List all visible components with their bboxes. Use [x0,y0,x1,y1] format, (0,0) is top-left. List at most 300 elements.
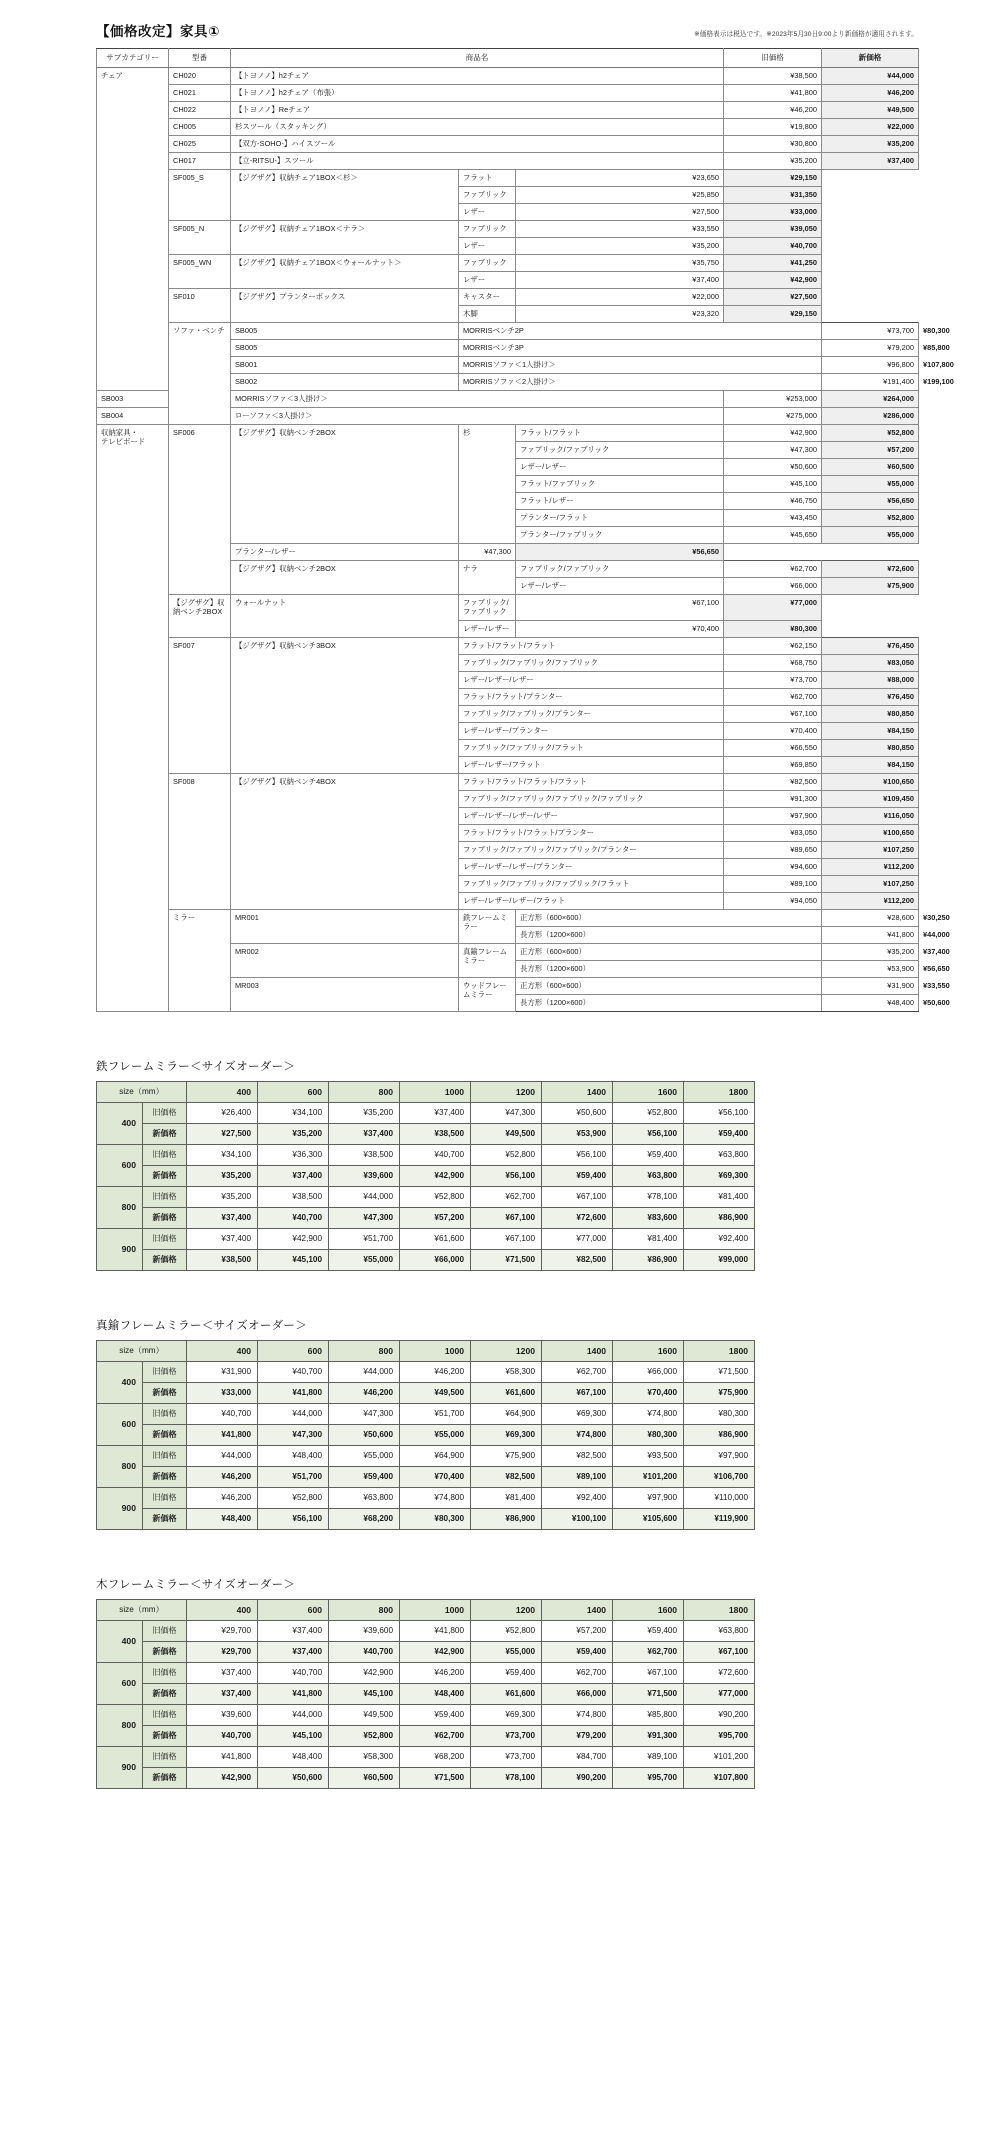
cell-variant: ファブリック/ファブリック/ファブリック/ファブリック [459,790,724,807]
cell-old-price: ¥56,100 [684,1102,755,1123]
cell-subcategory: ミラー [169,909,231,1011]
table-row [97,289,919,306]
cell-new-price: ¥83,050 [822,654,919,671]
cell-new-price: ¥57,200 [822,442,919,459]
new-price-label: 新価格 [143,1683,187,1704]
size-order-table [96,1599,755,1789]
cell-old-price: ¥67,100 [724,705,822,722]
page-title: 【価格改定】家具① [96,24,220,39]
size-table-row-old [97,1186,755,1207]
cell-new-price: ¥112,200 [822,892,919,909]
cell-old-price: ¥35,750 [516,255,724,272]
size-table-row-old [97,1487,755,1508]
size-column-header: 600 [258,1599,329,1620]
old-price-label: 旧価格 [143,1704,187,1725]
cell-new-price: ¥82,500 [471,1466,542,1487]
cell-new-price: ¥56,100 [471,1165,542,1186]
cell-model-number: SB005 [231,323,459,340]
cell-old-price: ¥94,050 [724,892,822,909]
cell-old-price: ¥83,050 [724,824,822,841]
cell-old-price: ¥41,800 [724,85,822,102]
cell-new-price: ¥47,300 [329,1207,400,1228]
cell-old-price: ¥26,400 [187,1102,258,1123]
col-header-subcategory: サブカテゴリー [97,49,169,68]
cell-model-number: SF008 [169,773,231,909]
cell-new-price: ¥84,150 [822,722,919,739]
cell-old-price: ¥89,650 [724,841,822,858]
cell-new-price: ¥95,700 [613,1767,684,1788]
cell-new-price: ¥119,900 [684,1508,755,1529]
cell-old-price: ¥31,900 [822,977,919,994]
new-price-label: 新価格 [143,1207,187,1228]
cell-new-price: ¥86,900 [684,1207,755,1228]
cell-old-price: ¥39,600 [187,1704,258,1725]
cell-old-price: ¥47,300 [459,544,516,561]
cell-old-price: ¥97,900 [724,807,822,824]
cell-new-price: ¥48,400 [400,1683,471,1704]
cell-variant: フラット/フラット/フラット [459,637,724,654]
cell-old-price: ¥78,100 [613,1186,684,1207]
table-row: ミラー MR001 鉄フレームミラー 正方形（600×600） ¥28,600 ¥30,250 [97,909,919,926]
cell-subcategory: ソファ・ベンチ [169,323,231,425]
table-row: MR003 ウッドフレームミラー 正方形（600×600） ¥31,900 ¥33,550 [97,977,919,994]
cell-model-number: SB005 [231,340,459,357]
cell-old-price: ¥85,800 [613,1704,684,1725]
size-row-label: 900 [97,1746,143,1788]
old-price-label: 旧価格 [143,1620,187,1641]
cell-new-price: ¥37,400 [329,1123,400,1144]
size-row-label: 800 [97,1445,143,1487]
size-column-header: 1400 [542,1340,613,1361]
cell-new-price: ¥80,850 [822,739,919,756]
cell-variant: 正方形（600×600） [516,977,822,994]
cell-variant: 長方形（1200×600） [516,960,822,977]
cell-product-name: 【ジグザグ】収納ベンチ2BOX [231,425,459,544]
cell-variant: 正方形（600×600） [516,943,822,960]
cell-old-price: ¥110,000 [684,1487,755,1508]
cell-model-number: SF010 [169,289,231,323]
cell-old-price: ¥23,320 [516,306,724,323]
new-price-label: 新価格 [143,1767,187,1788]
new-price-label: 新価格 [143,1466,187,1487]
cell-variant: プランター/フラット [516,510,724,527]
cell-old-price: ¥93,500 [613,1445,684,1466]
cell-new-price: ¥38,500 [400,1123,471,1144]
new-price-label: 新価格 [143,1508,187,1529]
cell-new-price: ¥56,100 [613,1123,684,1144]
cell-product-name: 【双方-SOHO-】ハイスツール [231,136,724,153]
size-table-row-new [97,1123,755,1144]
cell-old-price: ¥42,900 [329,1662,400,1683]
cell-material: 杉 [459,425,516,544]
cell-old-price: ¥30,800 [724,136,822,153]
table-row [97,425,919,442]
table-row [97,85,919,102]
cell-old-price: ¥91,300 [724,790,822,807]
table-row: ソファ・ベンチ SB005 MORRISベンチ2P ¥73,700 ¥80,300 [97,323,919,340]
cell-new-price: ¥41,800 [258,1683,329,1704]
size-column-header: 800 [329,1599,400,1620]
size-column-header: 1800 [684,1340,755,1361]
size-column-header: 400 [187,1081,258,1102]
table-row [97,255,919,272]
new-price-label: 新価格 [143,1641,187,1662]
cell-new-price: ¥52,800 [329,1725,400,1746]
new-price-label: 新価格 [143,1123,187,1144]
cell-old-price: ¥31,900 [187,1361,258,1382]
cell-new-price: ¥59,400 [684,1123,755,1144]
cell-new-price: ¥286,000 [822,408,919,425]
cell-new-price: ¥91,300 [613,1725,684,1746]
cell-product-name: MORRISベンチ2P [459,323,822,340]
size-row-label: 600 [97,1662,143,1704]
cell-old-price: ¥66,000 [613,1361,684,1382]
cell-old-price: ¥37,400 [258,1620,329,1641]
cell-old-price: ¥62,700 [724,688,822,705]
cell-old-price: ¥19,800 [724,119,822,136]
size-table-row-old [97,1102,755,1123]
cell-product-name: MORRISソファ＜2人掛け＞ [459,374,822,391]
cell-new-price: ¥66,000 [400,1249,471,1270]
cell-variant: レザー [459,272,516,289]
cell-old-price: ¥44,000 [329,1186,400,1207]
cell-model-number: MR002 [231,943,459,977]
size-column-header: 1600 [613,1081,684,1102]
size-order-table [96,1081,755,1271]
size-column-header: 1600 [613,1340,684,1361]
cell-new-price: ¥55,000 [822,476,919,493]
cell-old-price: ¥58,300 [471,1361,542,1382]
size-row-label: 400 [97,1620,143,1662]
cell-old-price: ¥84,700 [542,1746,613,1767]
col-header-product-name: 商品名 [231,49,724,68]
size-table-row-new [97,1725,755,1746]
cell-new-price: ¥37,400 [822,153,919,170]
cell-new-price: ¥116,050 [822,807,919,824]
cell-new-price: ¥67,100 [684,1641,755,1662]
cell-new-price: ¥72,600 [822,561,919,578]
cell-variant: ファブリック [459,255,516,272]
cell-model-number: SB003 [97,391,169,408]
size-row-label: 400 [97,1361,143,1403]
cell-old-price: ¥81,400 [613,1228,684,1249]
cell-old-price: ¥73,700 [471,1746,542,1767]
size-row-label: 900 [97,1228,143,1270]
table-row: SB005 MORRISベンチ3P ¥79,200 ¥85,800 [97,340,919,357]
cell-product-name: 【ジグザグ】プランターボックス [231,289,459,323]
cell-variant: レザー/レザー [516,459,724,476]
cell-new-price: ¥66,000 [542,1683,613,1704]
cell-new-price: ¥100,650 [822,773,919,790]
cell-old-price: ¥67,100 [516,595,724,621]
cell-old-price: ¥44,000 [258,1704,329,1725]
cell-new-price: ¥49,500 [471,1123,542,1144]
cell-new-price: ¥39,050 [724,221,822,238]
cell-new-price: ¥31,350 [724,187,822,204]
cell-new-price: ¥61,600 [471,1683,542,1704]
tax-and-effective-date-note: ※価格表示は税込です。※2023年5月30日9:00より新価格が適用されます。 [694,31,918,38]
cell-old-price: ¥75,900 [471,1445,542,1466]
table-row [97,102,919,119]
cell-old-price: ¥62,700 [724,561,822,578]
cell-new-price: ¥71,500 [613,1683,684,1704]
cell-new-price: ¥71,500 [471,1249,542,1270]
cell-old-price: ¥48,400 [258,1445,329,1466]
cell-old-price: ¥40,700 [400,1144,471,1165]
cell-new-price: ¥47,300 [258,1424,329,1445]
table-row [97,153,919,170]
cell-product-name: 【ジグザグ】収納ベンチ2BOX [169,595,231,638]
cell-old-price: ¥47,300 [329,1403,400,1424]
cell-old-price: ¥23,650 [516,170,724,187]
cell-model-number: CH022 [169,102,231,119]
cell-old-price: ¥51,700 [400,1403,471,1424]
cell-product-name: 【ジグザグ】収納チェア1BOX＜ナラ＞ [231,221,459,255]
size-row-label: 800 [97,1186,143,1228]
cell-model-number: CH020 [169,68,231,85]
cell-new-price: ¥46,200 [822,85,919,102]
size-column-header: 1000 [400,1340,471,1361]
cell-old-price: ¥55,000 [329,1445,400,1466]
size-order-sections [0,1058,1000,1789]
size-unit-header: size（mm） [97,1081,187,1102]
cell-product-name: 【立-RITSU-】スツール [231,153,724,170]
cell-old-price: ¥81,400 [684,1186,755,1207]
new-price-label: 新価格 [143,1382,187,1403]
cell-old-price: ¥49,500 [329,1704,400,1725]
size-table-row-new [97,1207,755,1228]
cell-new-price: ¥86,900 [613,1249,684,1270]
cell-old-price: ¥96,800 [822,357,919,374]
table-row: SB002 MORRISソファ＜2人掛け＞ ¥191,400 ¥199,100 [97,374,919,391]
cell-old-price: ¥51,700 [329,1228,400,1249]
cell-old-price: ¥44,000 [187,1445,258,1466]
cell-old-price: ¥63,800 [684,1144,755,1165]
cell-new-price: ¥45,100 [329,1683,400,1704]
cell-variant: フラット/ファブリック [516,476,724,493]
cell-new-price: ¥42,900 [400,1165,471,1186]
cell-new-price: ¥56,100 [258,1508,329,1529]
cell-variant: ファブリック [459,187,516,204]
cell-old-price: ¥67,100 [613,1662,684,1683]
size-table-row-old [97,1144,755,1165]
cell-old-price: ¥191,400 [822,374,919,391]
cell-old-price: ¥70,400 [724,722,822,739]
cell-product-name: 【ジグザグ】収納チェア1BOX＜ウォールナット＞ [231,255,459,289]
table-row [97,637,919,654]
cell-variant: レザー/レザー [459,620,516,637]
cell-old-price: ¥68,200 [400,1746,471,1767]
old-price-label: 旧価格 [143,1186,187,1207]
size-table-row-new [97,1165,755,1186]
cell-model-number: SF007 [169,637,231,773]
cell-variant: レザー/レザー/プランター [459,722,724,739]
cell-old-price: ¥94,600 [724,858,822,875]
size-order-section [0,1576,1000,1789]
new-price-label: 新価格 [143,1725,187,1746]
cell-old-price: ¥35,200 [724,153,822,170]
cell-new-price: ¥41,250 [724,255,822,272]
size-table-row-old [97,1445,755,1466]
cell-old-price: ¥71,500 [684,1361,755,1382]
cell-new-price: ¥29,150 [724,306,822,323]
cell-subcategory: チェア [97,68,169,391]
size-column-header: 1400 [542,1599,613,1620]
cell-new-price: ¥55,000 [471,1641,542,1662]
old-price-label: 旧価格 [143,1746,187,1767]
cell-model-number: SF005_WN [169,255,231,289]
cell-old-price: ¥46,200 [400,1361,471,1382]
cell-old-price: ¥44,000 [329,1361,400,1382]
cell-old-price: ¥101,200 [684,1746,755,1767]
cell-old-price: ¥35,200 [822,943,919,960]
size-order-section [0,1058,1000,1271]
cell-model-number: CH021 [169,85,231,102]
cell-old-price: ¥50,600 [724,459,822,476]
cell-new-price: ¥77,000 [724,595,822,621]
size-table-row-old [97,1403,755,1424]
cell-new-price: ¥40,700 [258,1207,329,1228]
cell-new-price: ¥62,700 [400,1725,471,1746]
cell-old-price: ¥92,400 [542,1487,613,1508]
cell-old-price: ¥97,900 [684,1445,755,1466]
cell-new-price: ¥79,200 [542,1725,613,1746]
cell-old-price: ¥48,400 [258,1746,329,1767]
cell-new-price: ¥67,100 [542,1382,613,1403]
cell-model-number: CH025 [169,136,231,153]
cell-new-price: ¥107,250 [822,841,919,858]
cell-new-price: ¥50,600 [329,1424,400,1445]
old-price-label: 旧価格 [143,1228,187,1249]
cell-new-price: ¥27,500 [724,289,822,306]
new-price-label: 新価格 [143,1424,187,1445]
table-row: MR002 真鍮フレームミラー 正方形（600×600） ¥35,200 ¥37,400 [97,943,919,960]
cell-old-price: ¥253,000 [724,391,822,408]
cell-old-price: ¥35,200 [516,238,724,255]
cell-product-name: ローソファ＜3人掛け＞ [231,408,724,425]
cell-variant: ファブリック/ファブリック/ファブリック [459,654,724,671]
cell-old-price: ¥45,100 [724,476,822,493]
cell-old-price: ¥74,800 [613,1403,684,1424]
cell-new-price: ¥41,800 [187,1424,258,1445]
cell-old-price: ¥52,800 [471,1620,542,1641]
cell-variant: レザー/レザー/レザー/フラット [459,892,724,909]
cell-new-price: ¥86,900 [684,1424,755,1445]
cell-new-price: ¥37,400 [258,1641,329,1662]
cell-old-price: ¥37,400 [187,1228,258,1249]
cell-new-price: ¥29,700 [187,1641,258,1662]
cell-variant: レザー [459,204,516,221]
cell-old-price: ¥74,800 [400,1487,471,1508]
size-order-title: 真鍮フレームミラー＜サイズオーダー＞ [96,1319,308,1332]
cell-new-price: ¥56,650 [822,493,919,510]
cell-old-price: ¥38,500 [329,1144,400,1165]
cell-product-name: 杉スツール（スタッキング） [231,119,724,136]
cell-variant: レザー/レザー/フラット [459,756,724,773]
size-row-label: 600 [97,1144,143,1186]
cell-old-price: ¥38,500 [258,1186,329,1207]
cell-variant: キャスター [459,289,516,306]
cell-new-price: ¥40,700 [329,1641,400,1662]
cell-variant: プランター/レザー [231,544,459,561]
cell-new-price: ¥53,900 [542,1123,613,1144]
cell-old-price: ¥37,400 [516,272,724,289]
size-column-header: 400 [187,1599,258,1620]
cell-product-name: 【ジグザグ】収納ベンチ2BOX [231,561,459,595]
cell-new-price: ¥33,000 [187,1382,258,1403]
cell-old-price: ¥61,600 [400,1228,471,1249]
cell-new-price: ¥105,600 [613,1508,684,1529]
cell-variant: ファブリック/ファブリック [516,561,724,578]
cell-variant: ファブリック/ファブリック [516,442,724,459]
cell-old-price: ¥89,100 [613,1746,684,1767]
cell-old-price: ¥58,300 [329,1746,400,1767]
cell-new-price: ¥29,150 [724,170,822,187]
size-column-header: 1000 [400,1081,471,1102]
cell-old-price: ¥40,700 [187,1403,258,1424]
cell-new-price: ¥35,200 [187,1165,258,1186]
size-table-row-old [97,1662,755,1683]
size-table-row-new [97,1508,755,1529]
cell-old-price: ¥41,800 [187,1746,258,1767]
cell-new-price: ¥59,400 [542,1641,613,1662]
col-header-model: 型番 [169,49,231,68]
cell-model-number: MR003 [231,977,459,1011]
size-table-row-old [97,1361,755,1382]
cell-variant: フラット [459,170,516,187]
size-table-row-new [97,1382,755,1403]
cell-old-price: ¥28,600 [822,909,919,926]
cell-old-price: ¥64,900 [400,1445,471,1466]
cell-old-price: ¥50,600 [542,1102,613,1123]
cell-new-price: ¥68,200 [329,1508,400,1529]
main-price-table-container [0,48,1000,1012]
table-row [97,136,919,153]
cell-old-price: ¥37,400 [187,1662,258,1683]
size-column-header: 1200 [471,1081,542,1102]
cell-new-price: ¥67,100 [471,1207,542,1228]
cell-new-price: ¥50,600 [258,1767,329,1788]
cell-product-name: 【トヨノノ】h2チェア（布張） [231,85,724,102]
cell-product-name: MORRISソファ＜1人掛け＞ [459,357,822,374]
old-price-label: 旧価格 [143,1361,187,1382]
table-row: 長方形（1200×600） ¥48,400 ¥50,600 [97,994,919,1011]
cell-variant: レザー/レザー/レザー [459,671,724,688]
cell-old-price: ¥35,200 [329,1102,400,1123]
cell-material: ウォールナット [231,595,459,638]
size-table-row-new [97,1424,755,1445]
cell-new-price: ¥72,600 [542,1207,613,1228]
size-unit-header: size（mm） [97,1599,187,1620]
size-order-title: 木フレームミラー＜サイズオーダー＞ [96,1578,296,1591]
cell-new-price: ¥46,200 [329,1382,400,1403]
cell-new-price: ¥45,100 [258,1725,329,1746]
cell-old-price: ¥70,400 [516,620,724,637]
cell-product-name: 真鍮フレームミラー [459,943,516,977]
cell-new-price: ¥57,200 [400,1207,471,1228]
cell-material: ナラ [459,561,516,595]
main-table-header-row [97,49,919,68]
cell-old-price: ¥40,700 [258,1361,329,1382]
size-column-header: 600 [258,1340,329,1361]
size-column-header: 1000 [400,1599,471,1620]
cell-new-price: ¥77,000 [684,1683,755,1704]
cell-old-price: ¥43,450 [724,510,822,527]
cell-new-price: ¥55,000 [400,1424,471,1445]
cell-new-price: ¥60,500 [329,1767,400,1788]
cell-new-price: ¥99,000 [684,1249,755,1270]
cell-model-number: CH005 [169,119,231,136]
